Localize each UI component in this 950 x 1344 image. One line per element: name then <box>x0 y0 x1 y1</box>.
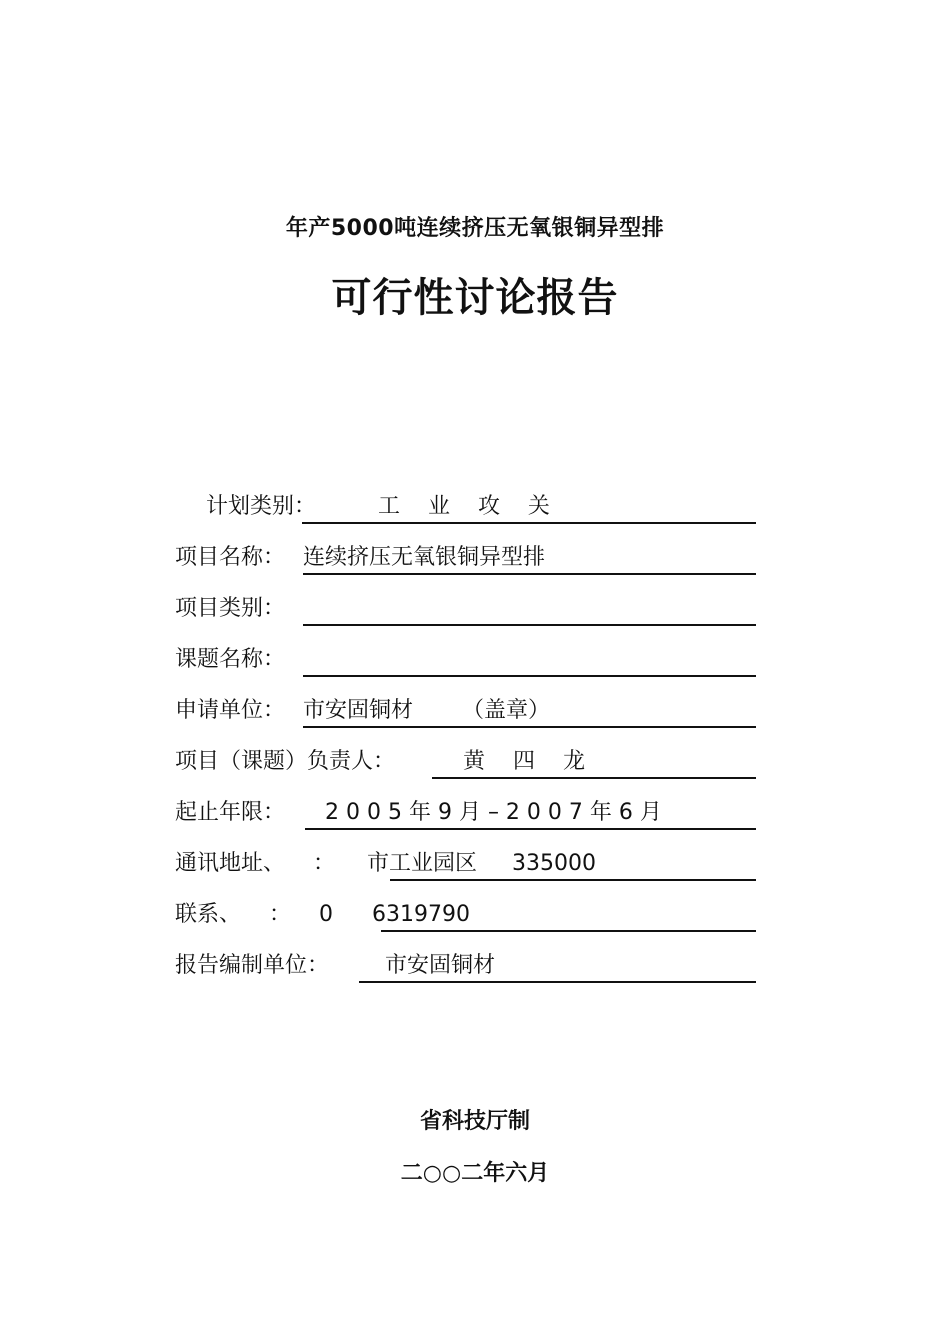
compiler-label: 报告编制单位： <box>175 953 330 978</box>
compiler-value: 市安固铜材 <box>385 953 496 978</box>
contact-underline <box>381 930 756 932</box>
applicant-value: 市安固铜材 （盖章） <box>303 698 550 723</box>
period-underline <box>305 828 756 830</box>
leader-underline <box>432 777 756 779</box>
plan-category-value: 工 业 攻 关 <box>378 494 550 519</box>
plan-category-underline <box>302 522 756 524</box>
project-category-label: 项目类别： <box>175 596 286 621</box>
leader-value: 黄 四 龙 <box>463 749 585 774</box>
issuer: 省科技厅制 <box>419 1109 530 1134</box>
issue-date: 二○○二年六月 <box>400 1161 550 1186</box>
contact-label: 联系、 ： 0 <box>175 902 333 927</box>
compiler-row <box>175 951 756 987</box>
project-category-row <box>175 594 756 630</box>
address-value: 市工业园区 335000 <box>367 851 596 876</box>
address-underline <box>390 879 756 881</box>
project-name-row <box>175 543 756 579</box>
topic-name-row <box>175 645 756 681</box>
project-name-value: 连续挤压无氧银铜异型排 <box>303 545 546 570</box>
leader-row <box>175 747 756 783</box>
contact-value: 6319790 <box>372 902 470 927</box>
plan-category-row <box>206 492 756 528</box>
subtitle: 年产5000吨连续挤压无氧银铜异型排 <box>285 216 665 241</box>
compiler-underline <box>359 981 756 983</box>
period-row <box>175 798 756 834</box>
project-category-underline <box>303 624 756 626</box>
project-name-underline <box>303 573 756 575</box>
address-row <box>175 849 756 885</box>
topic-name-underline <box>303 675 756 677</box>
applicant-underline <box>303 726 756 728</box>
period-label: 起止年限： <box>175 800 286 825</box>
contact-row <box>175 900 756 936</box>
plan-category-label: 计划类别： <box>206 494 317 519</box>
applicant-row <box>175 696 756 732</box>
period-value: 2 0 0 5 年 9 月 – 2 0 0 7 年 6 月 <box>325 800 662 825</box>
title: 可行性讨论报告 <box>331 275 619 321</box>
project-name-label: 项目名称： <box>175 545 286 570</box>
topic-name-label: 课题名称： <box>175 647 286 672</box>
address-label: 通讯地址、 ： <box>175 851 335 876</box>
applicant-label: 申请单位： <box>175 698 286 723</box>
leader-label: 项目（课题）负责人： <box>175 749 396 774</box>
